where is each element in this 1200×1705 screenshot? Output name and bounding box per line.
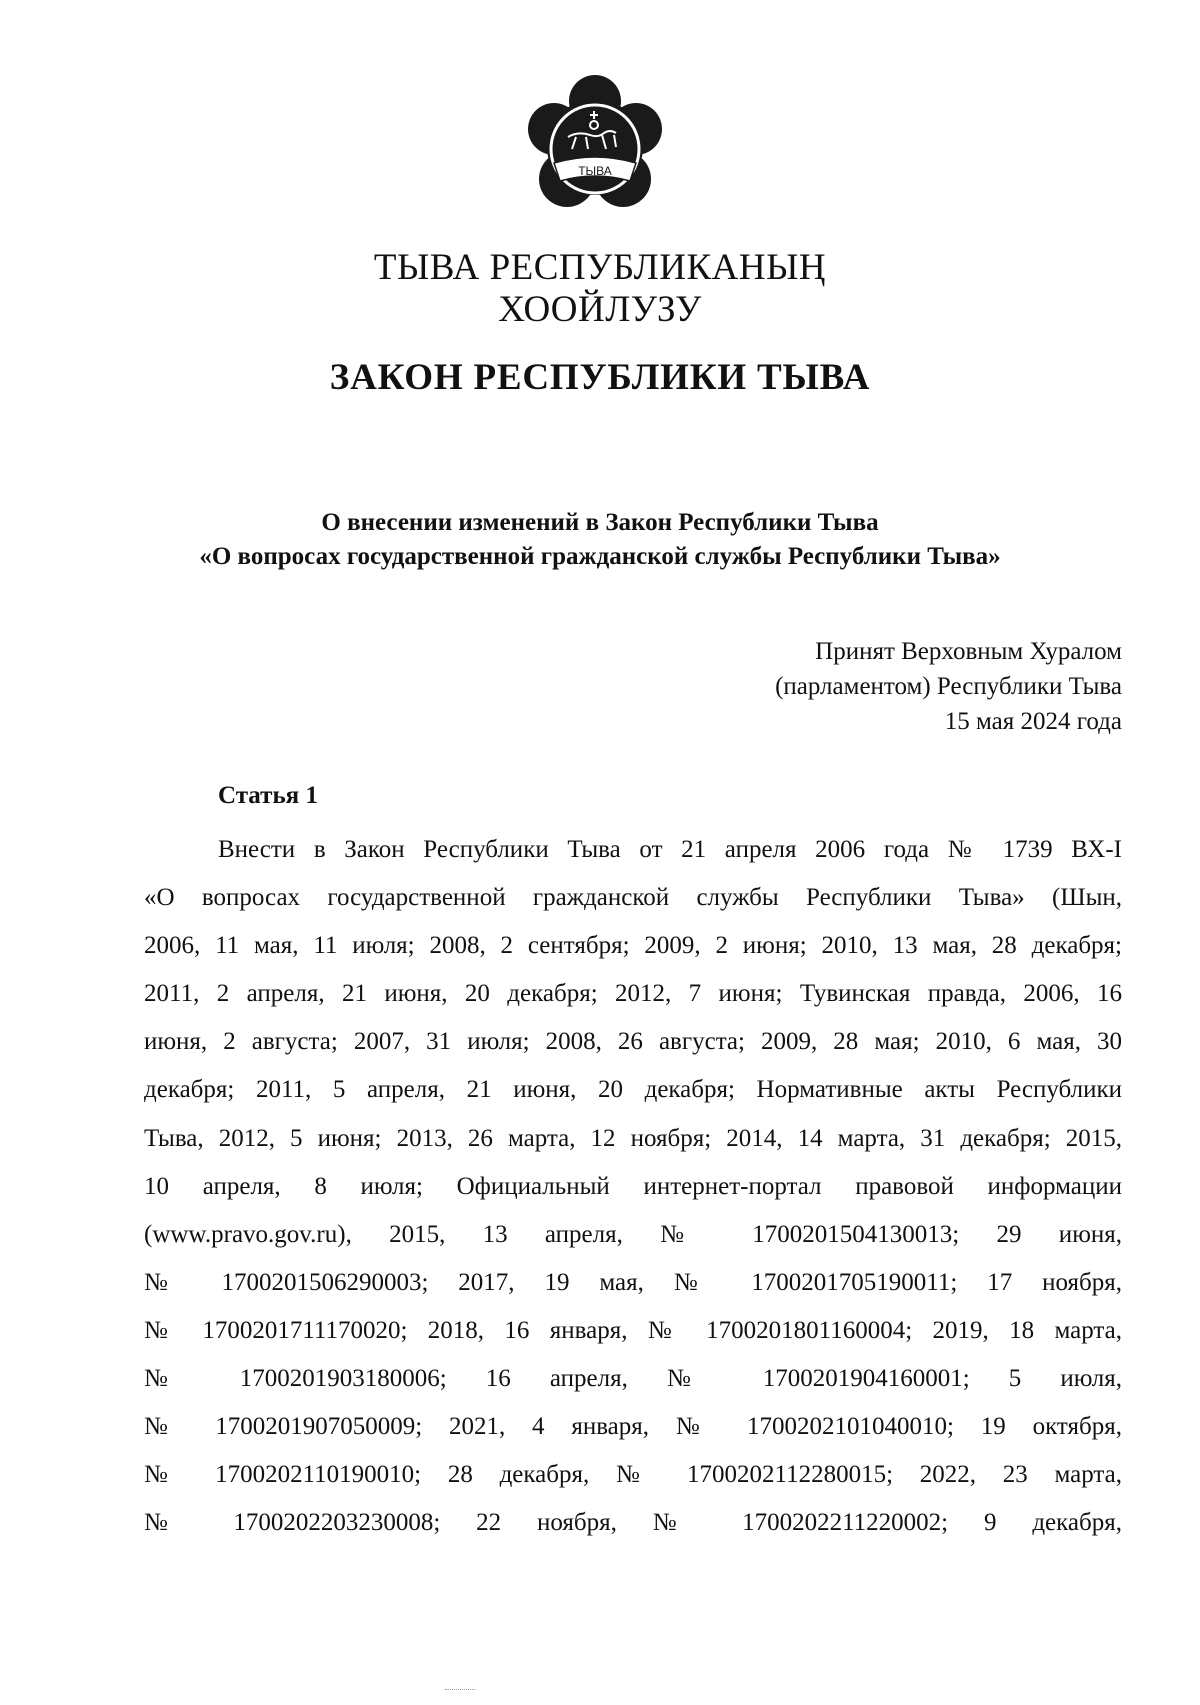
body-line: 2006, 11 мая, 11 июля; 2008, 2 сентября; 2009, 2 июня; 2010, 13 мая, 28 декабря; (144, 932, 1122, 960)
adoption-note (775, 634, 1122, 739)
body-line: № 1700201506290003; 2017, 19 мая, № 1700201705190011; 17 ноября, (144, 1268, 1122, 1296)
body-line: «О вопросах государственной гражданской службы Республики Тыва» (Шын, (144, 884, 1122, 912)
body-line: № 1700201711170020; 2018, 16 января, № 1700201801160004; 2019, 18 марта, (144, 1316, 1122, 1344)
tuva-coat-of-arms-icon (524, 75, 666, 217)
scan-artifact (445, 1689, 475, 1692)
body-line: Тыва, 2012, 5 июня; 2013, 26 марта, 12 ноября; 2014, 14 марта, 31 декабря; 2015, (144, 1124, 1122, 1152)
adoption-line1: Принят Верховным Хуралом (815, 638, 1122, 665)
body-line: № 1700202203230008; 22 ноября, № 1700202211220002; 9 декабря, (144, 1509, 1122, 1537)
body-line: 2011, 2 апреля, 21 июня, 20 декабря; 2012, 7 июня; Тувинская правда, 2006, 16 (144, 980, 1122, 1008)
body-line: 10 апреля, 8 июля; Официальный интернет-портал правовой информации (144, 1172, 1122, 1200)
article-body (144, 826, 1122, 1547)
body-line: июня, 2 августа; 2007, 31 июля; 2008, 26 августа; 2009, 28 мая; 2010, 6 мая, 30 (144, 1028, 1122, 1056)
law-title-line2: «О вопросах государственной гражданской службы Республики Тыва» (199, 543, 1001, 570)
law-title (0, 506, 1200, 574)
tuvan-header (0, 247, 1200, 331)
russian-header: ЗАКОН РЕСПУБЛИКИ ТЫВА (329, 357, 871, 398)
article-heading: Статья 1 (218, 782, 318, 809)
body-line: № 1700201907050009; 2021, 4 января, № 1700202101040010; 19 октября, (144, 1413, 1122, 1441)
law-title-line1: О внесении изменений в Закон Республики Тыва (321, 509, 879, 536)
body-line: № 1700201903180006; 16 апреля, № 1700201904160001; 5 июля, (144, 1365, 1122, 1393)
body-line: (www.pravo.gov.ru), 2015, 13 апреля, № 1700201504130013; 29 июня, (144, 1220, 1122, 1248)
tuvan-header-line2: ХООЙЛУЗУ (498, 289, 702, 330)
body-line: № 1700202110190010; 28 декабря, № 1700202112280015; 2022, 23 марта, (144, 1461, 1122, 1489)
emblem-text: ТЫВА (578, 164, 612, 178)
coat-of-arms-emblem (524, 75, 666, 217)
tuvan-header-line1: ТЫВА РЕСПУБЛИКАНЫҢ (373, 247, 827, 288)
body-line: Внести в Закон Республики Тыва от 21 апреля 2006 года № 1739 ВХ-I (218, 836, 1122, 863)
adoption-line2: (парламентом) Республики Тыва (775, 673, 1122, 700)
body-line: декабря; 2011, 5 апреля, 21 июня, 20 декабря; Нормативные акты Республики (144, 1076, 1122, 1104)
adoption-date: 15 мая 2024 года (944, 708, 1122, 735)
